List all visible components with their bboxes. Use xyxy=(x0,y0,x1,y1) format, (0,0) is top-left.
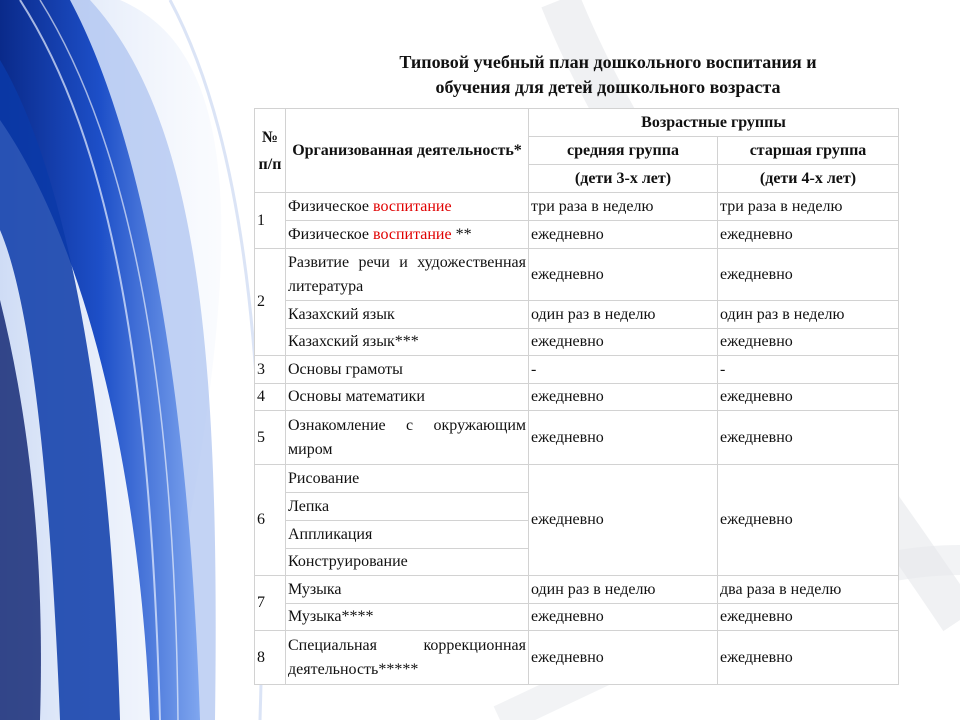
middle-cell: ежедневно xyxy=(529,384,718,411)
middle-cell: ежедневно xyxy=(529,604,718,631)
highlighted-word: воспитание xyxy=(373,225,452,243)
senior-cell: два раза в неделю xyxy=(718,576,899,604)
activity-cell: Лепка xyxy=(286,493,529,521)
table-row xyxy=(255,301,899,329)
table-row xyxy=(255,465,899,493)
middle-cell: ежедневно xyxy=(529,329,718,356)
senior-cell: ежедневно xyxy=(718,329,899,356)
senior-cell: один раз в неделю xyxy=(718,301,899,329)
activity-cell: Физическое воспитание ** xyxy=(286,221,529,249)
table-row xyxy=(255,221,899,249)
table-row xyxy=(255,356,899,384)
senior-cell: - xyxy=(718,356,899,384)
row-num: 5 xyxy=(255,411,286,465)
table-row xyxy=(255,193,899,221)
table-row xyxy=(255,411,899,465)
header-age-groups: Возрастные группы xyxy=(529,109,899,137)
middle-cell: ежедневно xyxy=(529,249,718,301)
row-num: 7 xyxy=(255,576,286,631)
activity-cell: Аппликация xyxy=(286,521,529,549)
header-middle-group-age: (дети 3-х лет) xyxy=(529,165,718,193)
senior-cell: ежедневно xyxy=(718,411,899,465)
activity-cell: Музыка**** xyxy=(286,604,529,631)
activity-cell: Музыка xyxy=(286,576,529,604)
page-title: Типовой учебный план дошкольного воспитания и обучения для детей дошкольного возраста xyxy=(399,52,817,97)
header-num: № п/п xyxy=(255,109,286,193)
activity-cell: Казахский язык xyxy=(286,301,529,329)
table-row xyxy=(255,249,899,301)
activity-cell: Казахский язык*** xyxy=(286,329,529,356)
activity-cell: Физическое воспитание xyxy=(286,193,529,221)
table-row xyxy=(255,384,899,411)
senior-cell: три раза в неделю xyxy=(718,193,899,221)
senior-cell: ежедневно xyxy=(718,604,899,631)
header-senior-group: старшая группа xyxy=(718,137,899,165)
table-row xyxy=(255,631,899,685)
middle-cell: - xyxy=(529,356,718,384)
senior-cell: ежедневно xyxy=(718,249,899,301)
activity-cell: Основы грамоты xyxy=(286,356,529,384)
senior-cell: ежедневно xyxy=(718,465,899,576)
activity-cell: Ознакомление с окружающим миром xyxy=(286,411,529,465)
activity-cell: Конструирование xyxy=(286,549,529,576)
row-num: 1 xyxy=(255,193,286,249)
middle-cell: ежедневно xyxy=(529,221,718,249)
header-senior-group-age: (дети 4-х лет) xyxy=(718,165,899,193)
middle-cell: ежедневно xyxy=(529,631,718,685)
header-middle-group: средняя группа xyxy=(529,137,718,165)
middle-cell: один раз в неделю xyxy=(529,576,718,604)
curriculum-table xyxy=(254,108,899,685)
activity-cell: Специальная коррекционная деятельность***** xyxy=(286,631,529,685)
senior-cell: ежедневно xyxy=(718,221,899,249)
row-num: 3 xyxy=(255,356,286,384)
row-num: 4 xyxy=(255,384,286,411)
table-row xyxy=(255,604,899,631)
row-num: 8 xyxy=(255,631,286,685)
activity-cell: Основы математики xyxy=(286,384,529,411)
table-row xyxy=(255,576,899,604)
middle-cell: один раз в неделю xyxy=(529,301,718,329)
header-activity: Организованная деятельность* xyxy=(286,109,529,193)
activity-cell: Развитие речи и художественная литература xyxy=(286,249,529,301)
activity-cell: Рисование xyxy=(286,465,529,493)
row-num: 6 xyxy=(255,465,286,576)
senior-cell: ежедневно xyxy=(718,631,899,685)
senior-cell: ежедневно xyxy=(718,384,899,411)
middle-cell: ежедневно xyxy=(529,465,718,576)
table-row xyxy=(255,329,899,356)
highlighted-word: воспитание xyxy=(373,197,452,215)
middle-cell: ежедневно xyxy=(529,411,718,465)
row-num: 2 xyxy=(255,249,286,356)
middle-cell: три раза в неделю xyxy=(529,193,718,221)
